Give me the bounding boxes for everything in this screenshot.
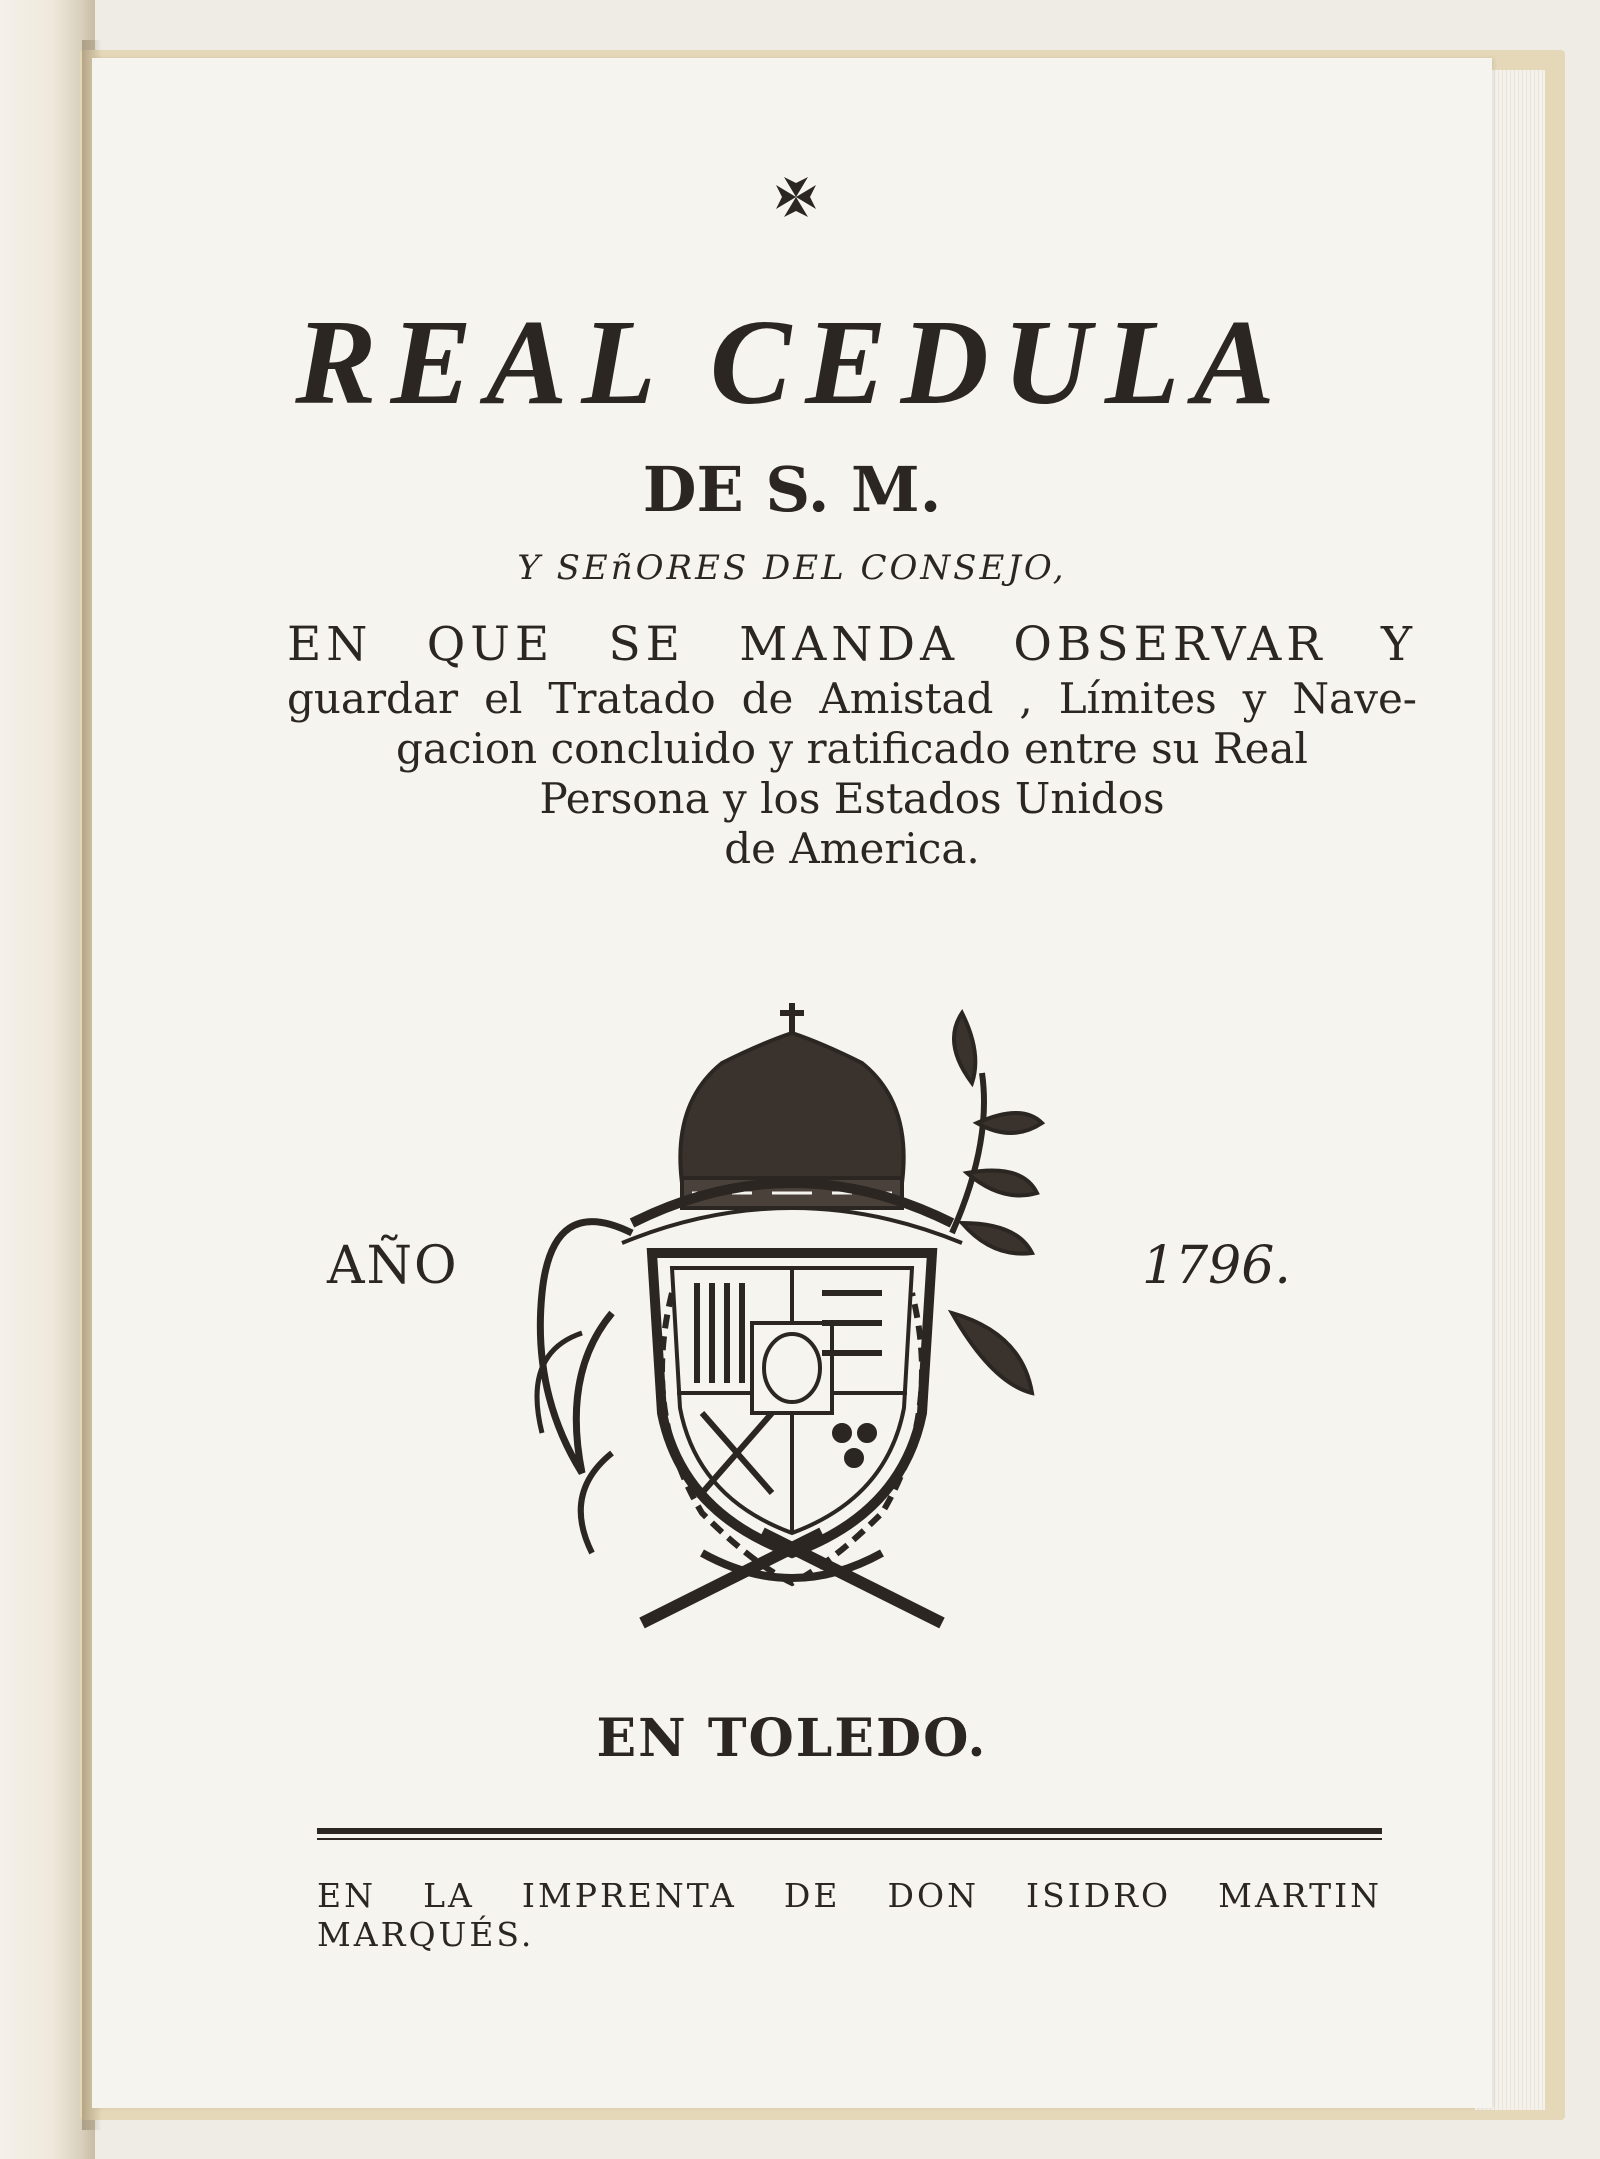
description-line-3: gacion concluido y ratificado entre su Real bbox=[396, 724, 1308, 773]
document-title: REAL CEDULA bbox=[295, 295, 1289, 430]
description-line-1: EN QUE SE MANDA OBSERVAR Y bbox=[287, 617, 1417, 672]
description-line-4: Persona y los Estados Unidos bbox=[539, 774, 1165, 823]
description-line-2: guardar el Tratado de Amistad , Límites y Nave- bbox=[287, 674, 1417, 723]
place-of-printing: EN TOLEDO. bbox=[596, 1708, 988, 1769]
thin-rule bbox=[317, 1838, 1382, 1840]
decree-description bbox=[287, 616, 1417, 874]
royal-coat-of-arms-icon bbox=[522, 993, 1062, 1633]
title-page bbox=[92, 58, 1492, 2108]
description-line-5: de America. bbox=[724, 824, 980, 873]
year-label: AÑO bbox=[327, 1236, 459, 1296]
year-value: 1796. bbox=[1142, 1236, 1291, 1296]
maltese-cross-icon bbox=[772, 173, 820, 221]
printer-imprint: EN LA IMPRENTA DE DON ISIDRO MARTIN MARQUÉS. bbox=[317, 1876, 1382, 1954]
document-subtitle: DE S. M. bbox=[642, 453, 942, 526]
council-line: Y SEñORES DEL CONSEJO, bbox=[517, 548, 1067, 588]
thick-rule bbox=[317, 1828, 1382, 1834]
